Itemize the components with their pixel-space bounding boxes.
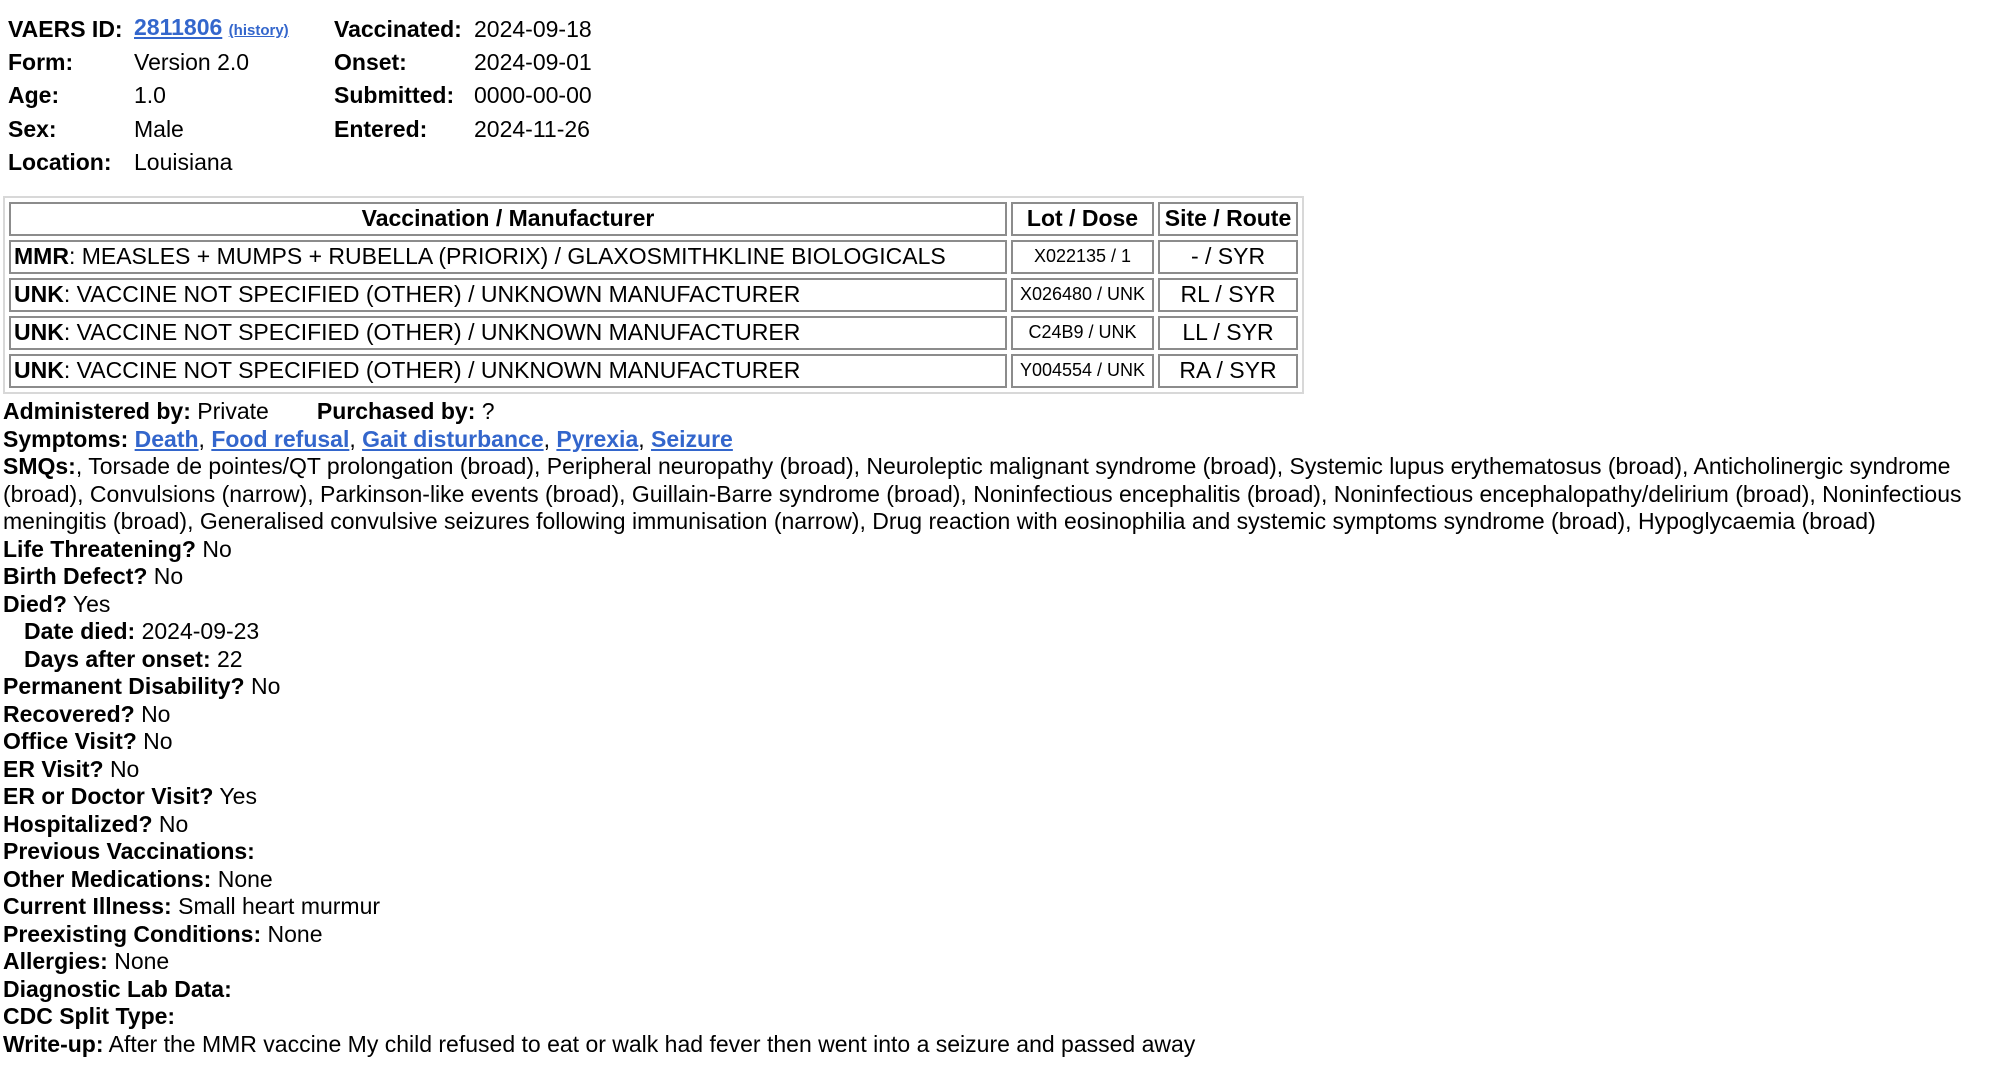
hospitalized-line [3,811,1993,839]
vaccine-name-cell [9,278,1007,312]
life-threatening-label: Life Threatening? [3,535,196,562]
recovered-line [3,701,1993,729]
symptom-link-gait-disturbance[interactable]: Gait disturbance [362,425,544,452]
birth-defect-label: Birth Defect? [3,563,148,589]
office-visit-label: Office Visit? [3,728,137,754]
symptom-separator: , [543,425,550,452]
er-visit-line [3,756,1993,784]
other-medications-value: None [217,865,273,892]
diagnostic-lab-data-label: Diagnostic Lab Data: [3,975,232,1002]
allergies-value: None [114,948,170,974]
cdc-split-type-label: CDC Split Type: [3,1003,176,1029]
days-after-onset-label: Days after onset: [24,645,211,672]
submitted-value: 0000-00-00 [474,82,592,109]
other-medications-label: Other Medications: [3,865,212,892]
recovered-value: No [141,700,171,727]
site-route-cell: RL / SYR [1158,278,1298,312]
administered-line [3,398,1993,426]
hospitalized-value: No [158,810,189,837]
vaccine-description: : MEASLES + MUMPS + RUBELLA (PRIORIX) / GLAXOSMITHKLINE BIOLOGICALS [68,243,946,270]
previous-vaccinations-line [3,838,1993,866]
cdc-split-type-line [3,1003,1993,1031]
preexisting-conditions-line [3,921,1993,949]
report-details [3,398,1993,1058]
vaers-id-link[interactable]: 2811806 [134,14,223,41]
er-visit-value: No [109,755,140,782]
life-threatening-value: No [202,535,232,562]
date-died-value: 2024-09-23 [141,618,260,644]
site-route-cell: RA / SYR [1158,354,1298,388]
symptom-link-food-refusal[interactable]: Food refusal [211,425,350,452]
vaccine-type: UNK [14,357,64,384]
vaccine-description: : VACCINE NOT SPECIFIED (OTHER) / UNKNOWN MANUFACTURER [63,357,801,384]
preexisting-conditions-label: Preexisting Conditions: [3,920,262,947]
current-illness-label: Current Illness: [3,893,172,919]
died-value: Yes [72,590,111,617]
age-value: 1.0 [134,82,166,109]
permanent-disability-value: No [250,673,281,699]
date-died-line [3,618,1993,646]
current-illness-line [3,893,1993,921]
write-up-value: After the MMR vaccine My child refused to eat or walk had fever then went into a seizure and passed away [108,1030,1196,1057]
form-value: Version 2.0 [134,49,250,76]
age-label: Age: [8,82,60,109]
administered-value: Private [197,398,269,424]
er-or-doctor-visit-value: Yes [219,783,257,809]
location-value: Louisiana [134,149,233,176]
submitted-label: Submitted: [334,82,455,109]
vaccinated-value: 2024-09-18 [474,15,592,42]
recovered-label: Recovered? [3,700,135,727]
vaccination-table [3,196,1304,394]
office-visit-line [3,728,1993,756]
vaccine-type: MMR [14,243,69,270]
smqs-value: , Torsade de pointes/QT prolongation (broad), Peripheral neuropathy (broad), Neuroleptic malignant syndrome (broad), Systemic lupus erythematosus (broad), Anticholinergic syndrome (broad), Convulsions (narrow), Parkinson-like events (broad), Guillain-Barre syndrome (broad), Noninfectious encephalitis (broad), Noninfectious encephalopathy/delirium (broad), Noninfectious meningitis (broad), Generalised convulsive seizures following immunisation (narrow), Drug reaction with eosinophilia and systemic symptoms syndrome (broad), Hypoglycaemia (broad) [3,453,1962,534]
vaccine-description: : VACCINE NOT SPECIFIED (OTHER) / UNKNOWN MANUFACTURER [63,319,801,346]
purchased-value: ? [481,398,495,424]
sex-label: Sex: [8,115,57,142]
administered-label: Administered by: [3,398,191,424]
table-row [9,278,1298,312]
died-label: Died? [3,590,67,617]
birth-defect-line [3,563,1993,591]
symptom-link-seizure[interactable]: Seizure [651,425,733,452]
er-visit-label: ER Visit? [3,755,104,782]
vaccinated-label: Vaccinated: [334,15,462,42]
entered-value: 2024-11-26 [474,115,590,142]
life-threatening-line [3,536,1993,564]
allergies-line [3,948,1993,976]
table-row [9,316,1298,350]
onset-label: Onset: [334,49,407,76]
location-label: Location: [8,149,112,176]
symptom-separator: , [349,425,356,452]
form-label: Form: [8,49,74,76]
lot-dose-cell: X022135 / 1 [1011,240,1154,274]
vaccine-name-cell [9,316,1007,350]
vaccination-table-header-row [9,202,1298,236]
site-route-header: Site / Route [1158,202,1298,236]
vaccination-manufacturer-header: Vaccination / Manufacturer [9,202,1007,236]
write-up-label: Write-up: [3,1030,104,1057]
days-after-onset-line [3,646,1993,674]
permanent-disability-line [3,673,1993,701]
smqs-label: SMQs: [3,453,76,479]
history-link[interactable]: (history) [228,22,289,40]
symptom-separator: , [198,425,205,452]
previous-vaccinations-label: Previous Vaccinations: [3,838,255,864]
write-up-line [3,1031,1993,1059]
er-or-doctor-visit-label: ER or Doctor Visit? [3,783,214,809]
smqs-line [3,453,1993,536]
onset-value: 2024-09-01 [474,49,592,76]
permanent-disability-label: Permanent Disability? [3,673,245,699]
died-line [3,591,1993,619]
hospitalized-label: Hospitalized? [3,810,153,837]
symptom-link-death[interactable]: Death [134,425,199,452]
vaccine-type: UNK [14,281,64,308]
preexisting-conditions-value: None [267,920,323,947]
vaccine-description: : VACCINE NOT SPECIFIED (OTHER) / UNKNOWN MANUFACTURER [63,281,801,308]
symptom-separator: , [638,425,645,452]
days-after-onset-value: 22 [217,645,243,672]
sex-value: Male [134,115,184,142]
report-header [8,13,674,179]
purchased-label: Purchased by: [316,398,476,424]
lot-dose-header: Lot / Dose [1011,202,1154,236]
site-route-cell: - / SYR [1158,240,1298,274]
er-or-doctor-visit-line [3,783,1993,811]
symptoms-label: Symptoms: [3,425,129,452]
vaers-id-label: VAERS ID: [8,15,123,42]
table-row [9,240,1298,274]
office-visit-value: No [143,728,173,754]
date-died-label: Date died: [24,618,136,644]
vaccine-name-cell [9,354,1007,388]
other-medications-line [3,866,1993,894]
lot-dose-cell: Y004554 / UNK [1011,354,1154,388]
current-illness-value: Small heart murmur [178,893,381,919]
site-route-cell: LL / SYR [1158,316,1298,350]
diagnostic-lab-data-line [3,976,1993,1004]
allergies-label: Allergies: [3,948,108,974]
lot-dose-cell: X026480 / UNK [1011,278,1154,312]
symptom-link-pyrexia[interactable]: Pyrexia [556,425,639,452]
table-row [9,354,1298,388]
lot-dose-cell: C24B9 / UNK [1011,316,1154,350]
vaers-id-cell [134,13,334,46]
entered-label: Entered: [334,115,428,142]
birth-defect-value: No [153,563,184,589]
symptoms-line [3,426,1993,454]
vaccine-type: UNK [14,319,64,346]
vaccine-name-cell [9,240,1007,274]
